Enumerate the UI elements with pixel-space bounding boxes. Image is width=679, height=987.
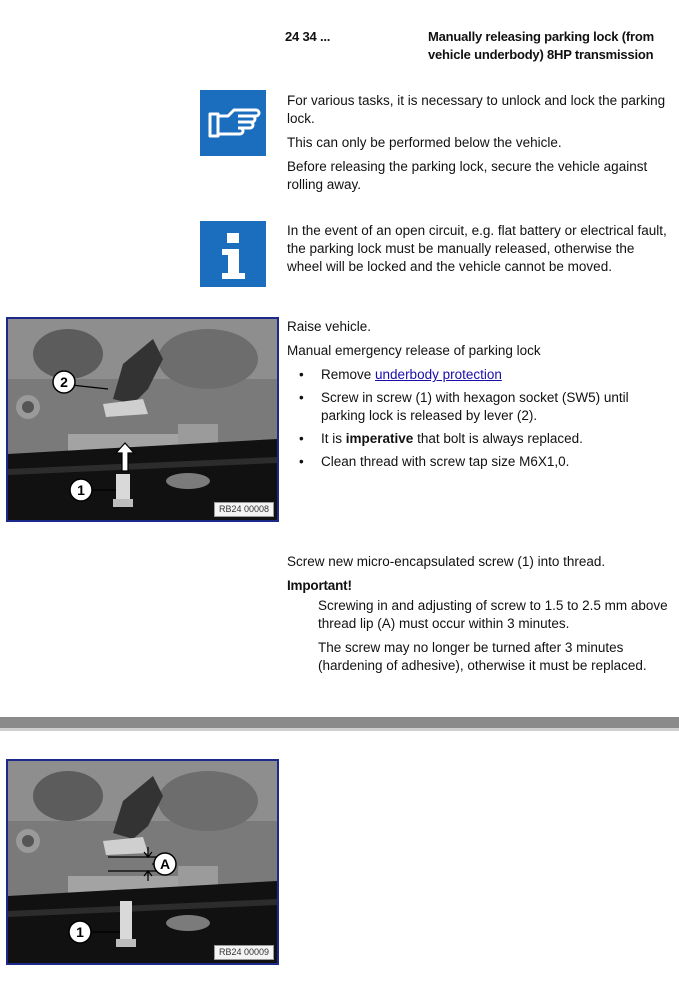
step-paragraph: Raise vehicle. bbox=[287, 319, 372, 334]
image-code: RB24 00009 bbox=[214, 945, 274, 960]
pointing-hand-icon bbox=[200, 90, 266, 156]
figure-parking-lock-release bbox=[6, 317, 279, 522]
list-item bbox=[287, 430, 672, 448]
image-code: RB24 00008 bbox=[214, 502, 274, 517]
note-text bbox=[287, 92, 672, 200]
step1-text bbox=[287, 318, 672, 476]
callout-A: A bbox=[159, 856, 171, 872]
info-text bbox=[287, 222, 672, 282]
step2-text bbox=[287, 553, 677, 681]
callout-2: 2 bbox=[60, 374, 68, 390]
list-item: • Clean thread with screw tap size M6X1,0. bbox=[287, 453, 672, 471]
info-paragraph: In the event of an open circuit, e.g. flat battery or electrical fault, the parking lock must be manually released, otherwise the wheel will be locked and the vehicle cannot be moved. bbox=[287, 223, 667, 274]
important-paragraph: The screw may no longer be turned after 3 minutes (hardening of adhesive), otherwise it must be replaced. bbox=[318, 640, 647, 673]
important-label: Important! bbox=[287, 578, 352, 593]
page-title-line2: vehicle underbody) 8HP transmission bbox=[428, 47, 654, 62]
figure-screw-adjustment bbox=[6, 759, 279, 965]
callout-1: 1 bbox=[77, 482, 85, 498]
step-paragraph: Screw new micro-encapsulated screw (1) into thread. bbox=[287, 554, 606, 569]
step1-bullet-list bbox=[287, 366, 672, 471]
page-title bbox=[428, 28, 673, 64]
transmission-photo bbox=[8, 319, 277, 520]
note-paragraph: This can only be performed below the vehicle. bbox=[287, 135, 562, 150]
list-item bbox=[287, 366, 672, 384]
note-paragraph: For various tasks, it is necessary to unlock and lock the parking lock. bbox=[287, 93, 666, 126]
page-separator bbox=[0, 717, 679, 728]
bullet-text: that bolt is always replaced. bbox=[413, 431, 583, 446]
note-paragraph: Before releasing the parking lock, secure the vehicle against rolling away. bbox=[287, 159, 648, 192]
transmission-photo bbox=[8, 761, 277, 963]
section-code: 24 34 ... bbox=[285, 29, 331, 44]
step-paragraph: Manual emergency release of parking lock bbox=[287, 343, 541, 358]
bullet-text: Remove bbox=[321, 367, 376, 382]
bullet-text: It is bbox=[321, 431, 346, 446]
page-separator-shadow bbox=[0, 728, 679, 731]
info-icon bbox=[200, 221, 266, 287]
underbody-protection-link[interactable]: underbody protection bbox=[375, 367, 502, 382]
list-item: • Screw in screw (1) with hexagon socket (SW5) until parking lock is released by lever (2). bbox=[287, 389, 672, 425]
important-paragraph: Screwing in and adjusting of screw to 1.5 to 2.5 mm above thread lip (A) must occur within 3 minutes. bbox=[318, 598, 668, 631]
emphasis-text: imperative bbox=[345, 431, 414, 446]
page-title-line1: Manually releasing parking lock (from bbox=[428, 29, 654, 44]
callout-1: 1 bbox=[76, 924, 84, 940]
